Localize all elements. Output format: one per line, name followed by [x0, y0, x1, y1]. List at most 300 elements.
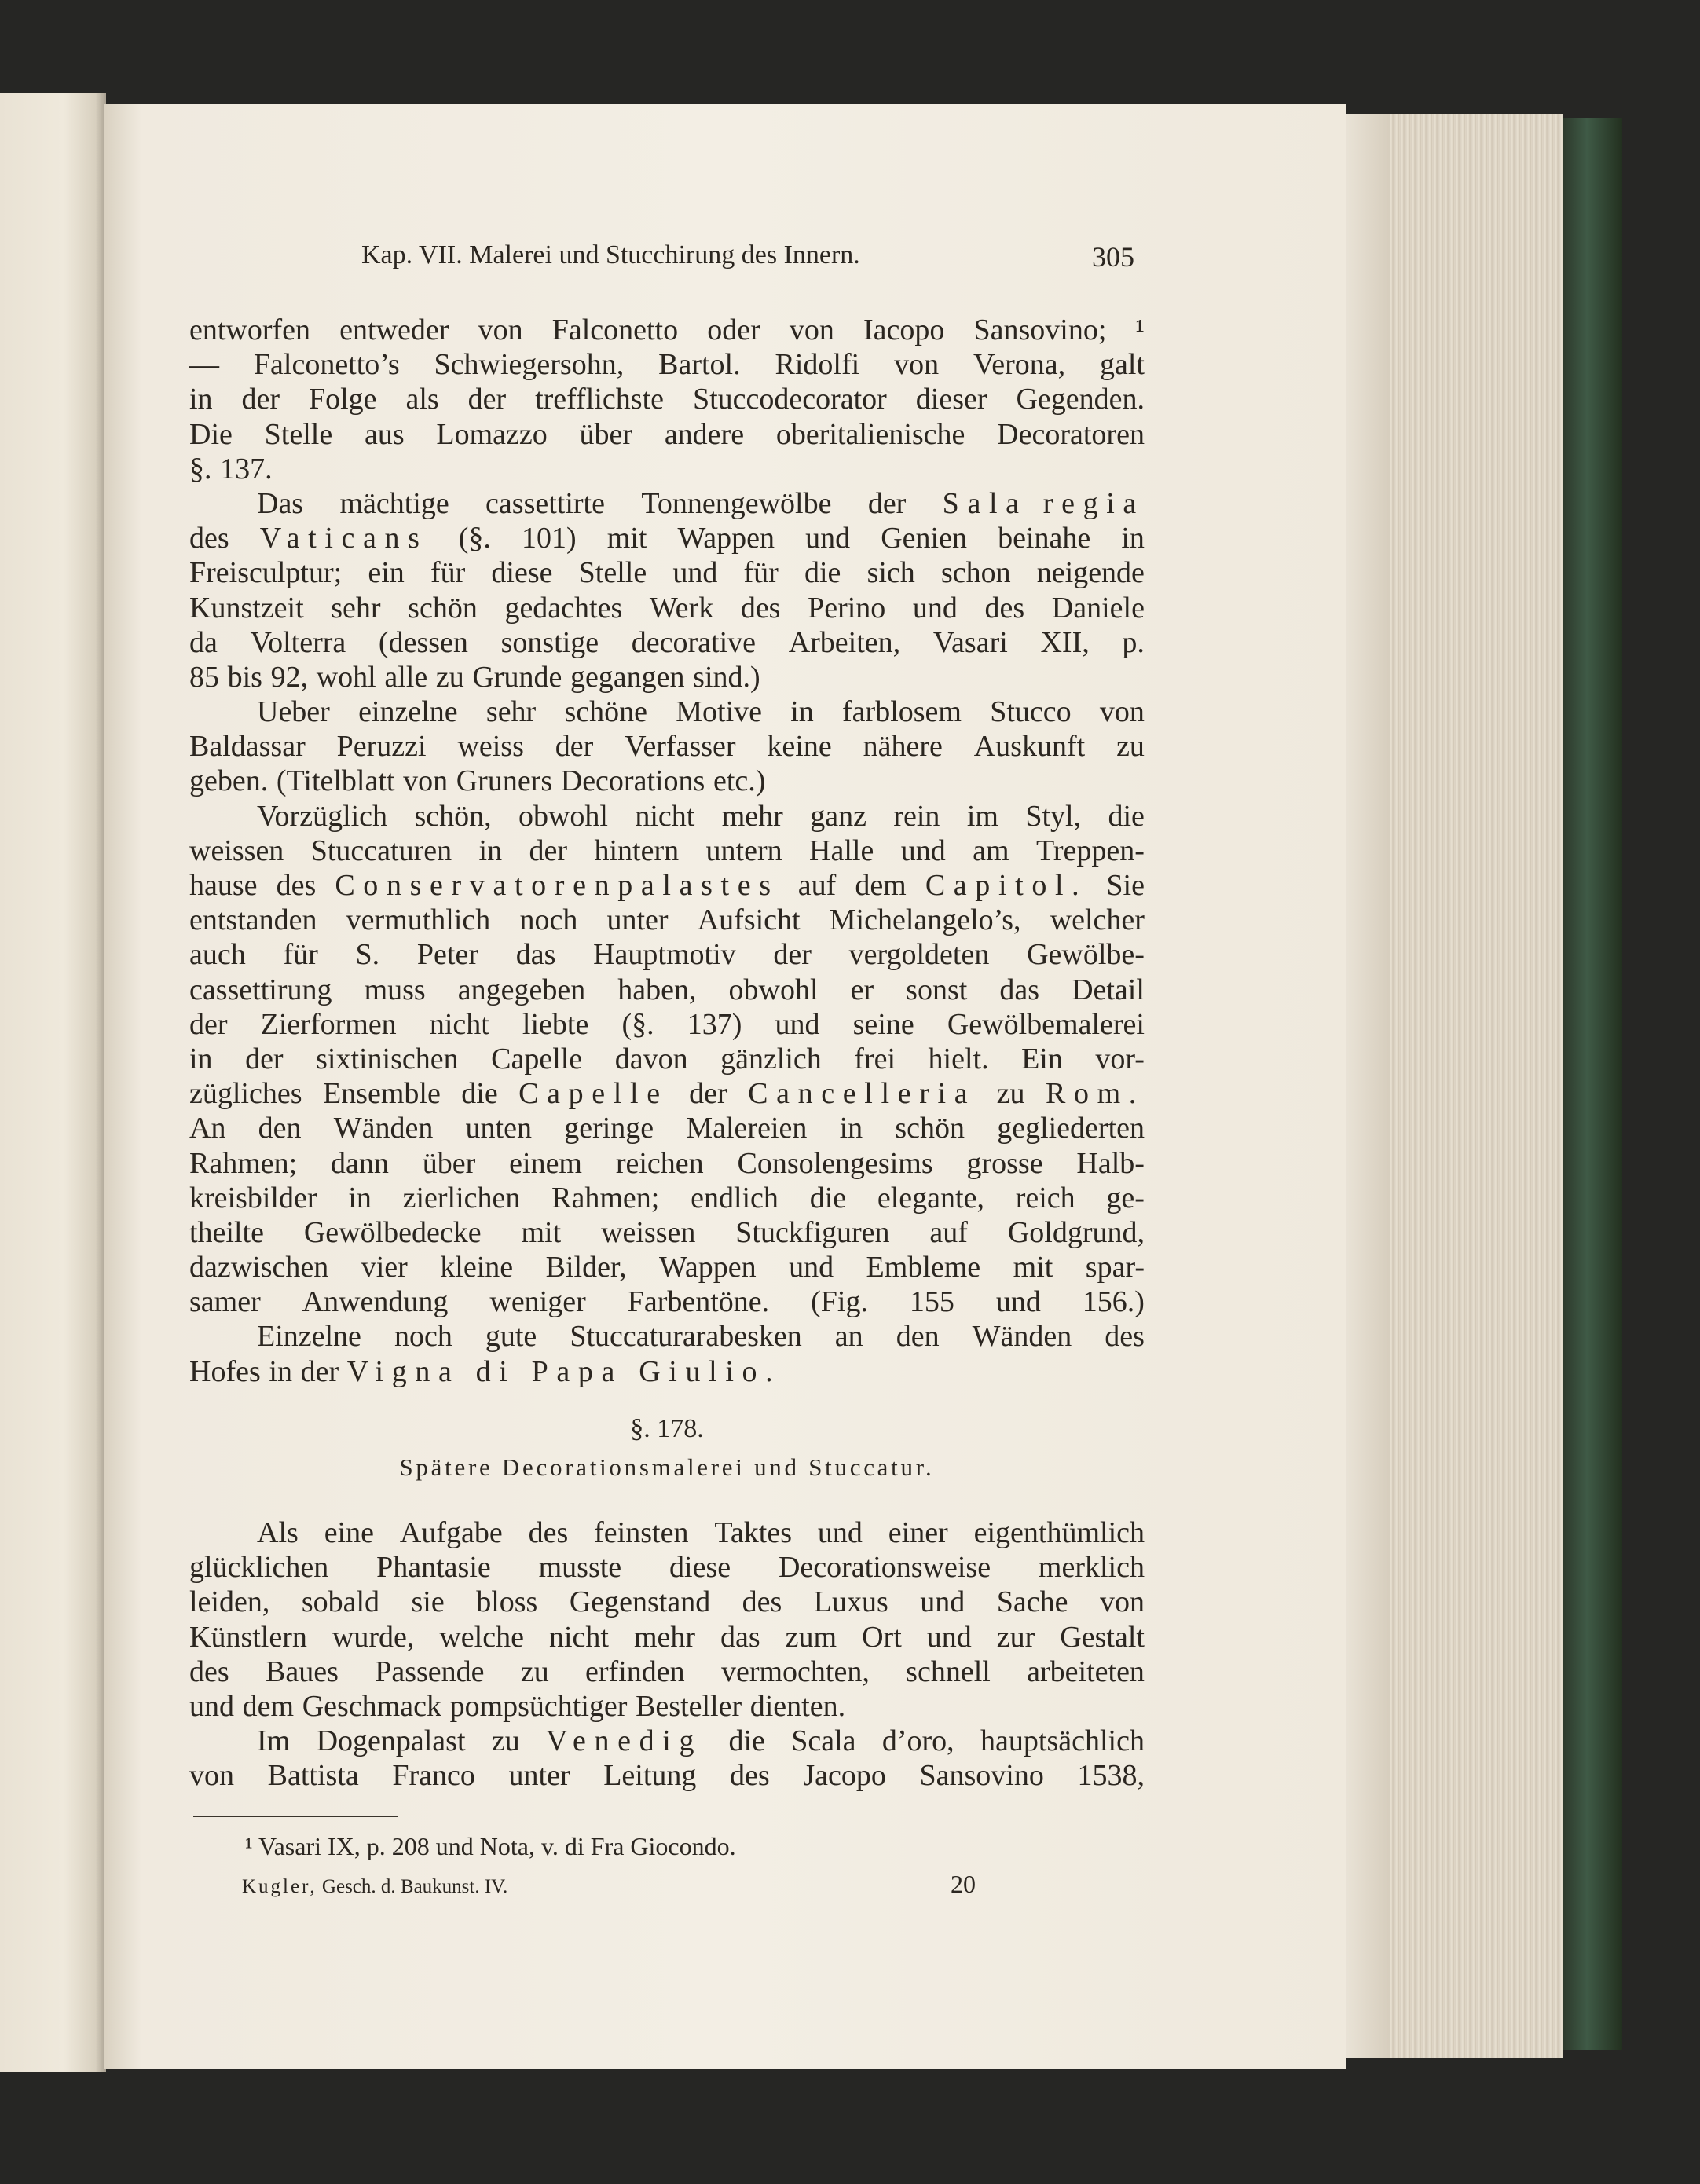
word: Perino [808, 591, 886, 625]
word: die [804, 556, 841, 590]
word: §. [189, 452, 212, 486]
word: Decorations [560, 764, 705, 798]
word: davon [614, 1042, 688, 1076]
word: Stelle [264, 417, 333, 451]
word: mit [606, 522, 647, 555]
word: der [773, 938, 812, 972]
word: Embleme [866, 1251, 981, 1284]
word: und [672, 556, 718, 590]
word: dazwischen [189, 1251, 329, 1284]
word: noch [394, 1320, 452, 1354]
word: Zierformen [260, 1007, 397, 1041]
word: Halle [809, 834, 874, 867]
word: die [809, 1181, 847, 1215]
word: in [790, 695, 814, 729]
word: des [740, 591, 781, 625]
word: Passende [375, 1654, 485, 1688]
word: Kunstzeit [189, 591, 304, 625]
word: des [742, 1585, 782, 1619]
word: sich [866, 556, 915, 590]
text-line [189, 834, 1145, 868]
word: Stuccodecorator [692, 383, 887, 416]
word: Decorationsweise [778, 1551, 991, 1585]
word: geben. [189, 764, 269, 798]
word: in [269, 1354, 292, 1388]
text-line [189, 1042, 1145, 1076]
signature-title: Gesch. d. Baukunst. IV. [321, 1876, 508, 1897]
word: Stuccaturarabesken [570, 1320, 802, 1354]
word: gegangen [570, 660, 685, 694]
word: dieser [915, 383, 987, 416]
word: diese [669, 1551, 731, 1585]
word: Arbeiten, [788, 625, 901, 659]
word: Geschmack [302, 1689, 441, 1723]
word: und [189, 1689, 234, 1723]
word: samer [189, 1285, 261, 1319]
word: theilte [189, 1215, 264, 1249]
word: schön, [414, 799, 492, 833]
word: Gegenden. [1016, 383, 1145, 416]
text-line [189, 1354, 1145, 1389]
word: hintern [594, 834, 680, 867]
word: Decoratoren [997, 417, 1145, 451]
text-line [189, 1550, 1145, 1585]
word: das [515, 938, 556, 972]
word: und [805, 522, 851, 555]
word: in [189, 383, 213, 416]
word: Aufgabe [399, 1516, 503, 1549]
word: von [894, 348, 940, 382]
text-line [189, 555, 1145, 590]
word: mehr [721, 799, 783, 833]
word: Ein [1021, 1042, 1063, 1076]
word: Lomazzo [436, 417, 548, 451]
signature-line [242, 1876, 507, 1898]
text-line [189, 937, 1145, 972]
word: noch [519, 903, 578, 937]
word: spar- [1085, 1251, 1145, 1284]
book-page-edges-front [1339, 114, 1390, 2058]
text-line [189, 1689, 1145, 1724]
word: auf [929, 1215, 968, 1249]
word: trefflichste [535, 383, 664, 416]
word: 137) [687, 1007, 742, 1041]
word: und [995, 1285, 1041, 1319]
word: und [920, 1585, 965, 1619]
word: S. [355, 938, 380, 972]
word: und [926, 1620, 972, 1654]
word: und [912, 591, 958, 625]
word: vermochten, [720, 1654, 870, 1688]
word: Stuckfiguren [735, 1215, 890, 1249]
word: der [867, 486, 907, 520]
word: mit [521, 1215, 562, 1249]
sheet-number: 20 [951, 1870, 976, 1898]
word: Vasari [932, 625, 1008, 659]
spaced-emphasis: Vaticans [259, 522, 428, 555]
word: Künstlern [189, 1620, 307, 1654]
word: von [1099, 1585, 1145, 1619]
word: Wänden [333, 1112, 434, 1145]
word: Als [257, 1516, 299, 1549]
word: Halb- [1076, 1146, 1145, 1180]
word: keine [767, 730, 832, 764]
word: Wappen [677, 522, 775, 555]
word: den [258, 1112, 302, 1145]
word: Goldgrund, [1007, 1215, 1145, 1249]
word: unten [465, 1112, 532, 1145]
word: von [478, 313, 523, 346]
word: entweder [339, 313, 449, 346]
word: kleine [440, 1251, 514, 1284]
word: auf [797, 869, 837, 902]
word: angegeben [457, 973, 586, 1006]
spaced-emphasis: Rom. [1045, 1077, 1145, 1111]
word: rein [893, 799, 940, 833]
word: der [245, 1042, 284, 1076]
word: 156.) [1082, 1285, 1145, 1319]
text-line [189, 486, 1145, 521]
word: ganz [810, 799, 866, 833]
word: Auskunft [973, 730, 1086, 764]
word: er [850, 973, 874, 1006]
word: sehr [331, 591, 381, 625]
word: Volterra [250, 625, 346, 659]
word: in [839, 1112, 863, 1145]
text-line [189, 521, 1145, 555]
word: gedachtes [504, 591, 623, 625]
word: für [743, 556, 779, 590]
word: sixtinischen [316, 1042, 459, 1076]
word: Schwiegersohn, [434, 348, 625, 382]
word: des [1105, 1320, 1145, 1354]
word: 85 [189, 660, 219, 694]
word: zu [520, 1654, 549, 1688]
word: cassettirung [189, 973, 332, 1006]
word: Gestalt [1060, 1620, 1145, 1654]
section-number: §. 178. [630, 1414, 704, 1443]
word: Gewölbe- [1027, 938, 1145, 972]
word: schön [408, 591, 478, 625]
word: (Titelblatt [276, 764, 395, 798]
spaced-emphasis: Cancelleria [748, 1077, 976, 1111]
word: Grunde [472, 660, 562, 694]
text-line [189, 1181, 1145, 1215]
word: Rahmen; [189, 1146, 298, 1180]
word: seine [852, 1007, 914, 1041]
word: nähere [863, 730, 943, 764]
word: Consolengesims [737, 1146, 933, 1180]
word: Stelle [578, 556, 647, 590]
word: in [189, 1042, 213, 1076]
word: Verfasser [625, 730, 736, 764]
word: erfinden [585, 1654, 685, 1688]
word: zügliches [189, 1077, 302, 1111]
word: und [817, 1516, 863, 1549]
word: gegliederten [997, 1112, 1145, 1145]
word: auch [189, 938, 246, 972]
word: liebte [522, 1007, 589, 1041]
word: musste [538, 1551, 622, 1585]
word: merklich [1038, 1551, 1145, 1585]
word: das [720, 1620, 760, 1654]
word: reichen [615, 1146, 704, 1180]
word: Falconetto’s [253, 348, 400, 382]
word: frei [854, 1042, 896, 1076]
word: mehr [633, 1620, 696, 1654]
word: in [348, 1181, 372, 1215]
word: Gruners [456, 764, 553, 798]
word: d’oro, [881, 1724, 954, 1758]
word: ein [368, 556, 405, 590]
word: Im [257, 1724, 291, 1758]
word: endlich [691, 1181, 779, 1215]
word: etc.) [713, 764, 766, 798]
word: p. [1122, 625, 1145, 659]
word: bis [227, 660, 262, 694]
word: Ort [862, 1620, 902, 1654]
word: vor- [1095, 1042, 1145, 1076]
word: Verona, [973, 348, 1066, 382]
word: vier [361, 1251, 408, 1284]
word: die [728, 1724, 765, 1758]
word: Motive [676, 695, 762, 729]
word: für [430, 556, 466, 590]
word: und [775, 1007, 820, 1041]
word: glücklichen [189, 1551, 329, 1585]
word: Franco [392, 1759, 475, 1793]
word: von [1099, 695, 1145, 729]
word: das [999, 973, 1040, 1006]
word: — [189, 348, 219, 382]
text-line [189, 694, 1145, 729]
text-line [189, 660, 1145, 694]
word: nicht [548, 1620, 609, 1654]
section-title: Spätere Decorationsmalerei und Stuccatur. [399, 1453, 935, 1481]
word: hauptsächlich [980, 1724, 1145, 1758]
word: Sie [1106, 869, 1145, 902]
text-line [189, 1111, 1145, 1145]
word: dem [242, 1689, 295, 1723]
word: elegante, [877, 1181, 984, 1215]
text-line [189, 1620, 1145, 1654]
book-cover [1563, 118, 1622, 2050]
spaced-emphasis: Sala regia [942, 486, 1145, 520]
word: Leitung [603, 1759, 697, 1793]
word: Peter [416, 938, 478, 972]
word: Baues [265, 1654, 339, 1688]
word: ge- [1106, 1181, 1145, 1215]
word: zu [996, 1077, 1025, 1111]
word: geringe [564, 1112, 654, 1145]
word: Taktes [714, 1516, 792, 1549]
word: der [467, 383, 507, 416]
word: da [189, 625, 218, 659]
word: des [528, 1516, 569, 1549]
page-number: 305 [1092, 241, 1134, 273]
text-line [189, 1319, 1145, 1354]
word: eigenthümlich [973, 1516, 1145, 1549]
body-text [189, 313, 1145, 1389]
word: aus [364, 417, 405, 451]
word: haben, [617, 973, 697, 1006]
word: farblosem [842, 695, 962, 729]
word: wohl [316, 660, 376, 694]
word: sind.) [693, 660, 760, 694]
word: reich [1015, 1181, 1075, 1215]
word: Phantasie [376, 1551, 491, 1585]
word: über [579, 417, 633, 451]
word: Gewölbedecke [303, 1215, 482, 1249]
word: nicht [429, 1007, 489, 1041]
word: des [189, 522, 229, 555]
word: Styl, [1025, 799, 1082, 833]
word: Einzelne [257, 1320, 361, 1354]
word: 155 [909, 1285, 954, 1319]
word: der [529, 834, 568, 867]
word: dem [855, 869, 907, 902]
word: des [730, 1759, 770, 1793]
word: zur [996, 1620, 1035, 1654]
word: vermuthlich [346, 903, 491, 937]
word: der [300, 1354, 339, 1388]
word: sonstige [500, 625, 599, 659]
running-head: Kap. VII. Malerei und Stucchirung des Innern. [361, 240, 860, 269]
word: Hauptmotiv [593, 938, 736, 972]
word: der [241, 383, 280, 416]
word: sehr [485, 695, 537, 729]
word: einem [509, 1146, 582, 1180]
word: cassettirte [485, 486, 605, 520]
word: 92, [270, 660, 309, 694]
word: als [405, 383, 439, 416]
text-line [189, 764, 1145, 798]
word: (§. [458, 522, 491, 555]
word: von [403, 764, 449, 798]
word: hause [189, 869, 258, 902]
facing-page-edge [0, 93, 106, 2072]
word: nicht [635, 799, 695, 833]
word: einer [888, 1516, 948, 1549]
word: untern [705, 834, 782, 867]
word: über [422, 1146, 476, 1180]
text-line [189, 799, 1145, 834]
word: zu [1116, 730, 1145, 764]
word: beinahe [998, 522, 1091, 555]
word: Sansovino [919, 1759, 1044, 1793]
text-line [189, 1758, 1145, 1793]
word: weniger [489, 1285, 586, 1319]
word: leiden, [189, 1585, 270, 1619]
word: unter [606, 903, 669, 937]
word: Gewölbemalerei [947, 1007, 1145, 1041]
word: Ensemble [322, 1077, 441, 1111]
text-line [189, 382, 1145, 416]
word: Battista [267, 1759, 359, 1793]
word: gute [485, 1320, 537, 1354]
word: Sache [996, 1585, 1068, 1619]
word: Treppen- [1036, 834, 1145, 867]
word: am [973, 834, 1009, 867]
word: Gegenstand [569, 1585, 711, 1619]
word: pompsüchtiger [449, 1689, 628, 1723]
word: (Fig. [811, 1285, 868, 1319]
word: Dogenpalast [316, 1724, 466, 1758]
word: Hofes [189, 1354, 261, 1388]
word: schon [940, 556, 1011, 590]
word: muss [364, 973, 426, 1006]
word: neigende [1036, 556, 1145, 590]
word: bloss [476, 1585, 538, 1619]
word: Ueber [257, 695, 330, 729]
word: ¹ [1135, 313, 1145, 346]
word: Peruzzi [336, 730, 427, 764]
word: arbeiteten [1027, 1654, 1145, 1688]
word: Vorzüglich [257, 799, 388, 833]
word: mächtige [339, 486, 449, 520]
word: dienten. [749, 1689, 846, 1723]
word: oberitalienische [775, 417, 965, 451]
word: 101) [521, 522, 577, 555]
word: welche [439, 1620, 524, 1654]
footnote-rule [193, 1816, 398, 1817]
text-line [189, 1724, 1145, 1758]
word: Freisculptur; [189, 556, 343, 590]
word: oder [707, 313, 760, 346]
word: Daniele [1051, 591, 1145, 625]
word: entstanden [189, 903, 317, 937]
word: sie [411, 1585, 445, 1619]
word: Die [189, 417, 233, 451]
word: Iacopo [863, 313, 945, 346]
word: des [984, 591, 1025, 625]
text-line [189, 1284, 1145, 1319]
text-line [189, 1146, 1145, 1181]
word: den [896, 1320, 940, 1354]
word: mit [1013, 1251, 1053, 1284]
word: An [189, 1112, 226, 1145]
text-line [189, 1007, 1145, 1042]
word: in [1121, 522, 1145, 555]
word: schnell [906, 1654, 991, 1688]
word: und [900, 834, 946, 867]
word: Folge [308, 383, 377, 416]
word: dann [331, 1146, 389, 1180]
word: alle [384, 660, 428, 694]
word: Bartol. [658, 348, 741, 382]
word: Falconetto [551, 313, 679, 346]
word: XII, [1040, 625, 1090, 659]
text-line [189, 417, 1145, 452]
word: im [966, 799, 998, 833]
word: eine [324, 1516, 374, 1549]
word: zierlichen [402, 1181, 521, 1215]
word: des [276, 869, 317, 902]
text-line [189, 452, 1145, 486]
text-line [189, 1654, 1145, 1689]
word: schön [895, 1112, 965, 1145]
word: der [189, 1007, 228, 1041]
word: Malereien [686, 1112, 808, 1145]
spaced-emphasis: Venedig [546, 1724, 703, 1758]
footnote: ¹ Vasari IX, p. 208 und Nota, v. di Fra Giocondo. [245, 1832, 736, 1860]
word: Detail [1072, 973, 1145, 1006]
spaced-emphasis: Capelle [518, 1077, 669, 1111]
word: grosse [966, 1146, 1043, 1180]
word: feinsten [594, 1516, 689, 1549]
word: Jacopo [803, 1759, 886, 1793]
word: Michelangelo’s, [829, 903, 1021, 937]
